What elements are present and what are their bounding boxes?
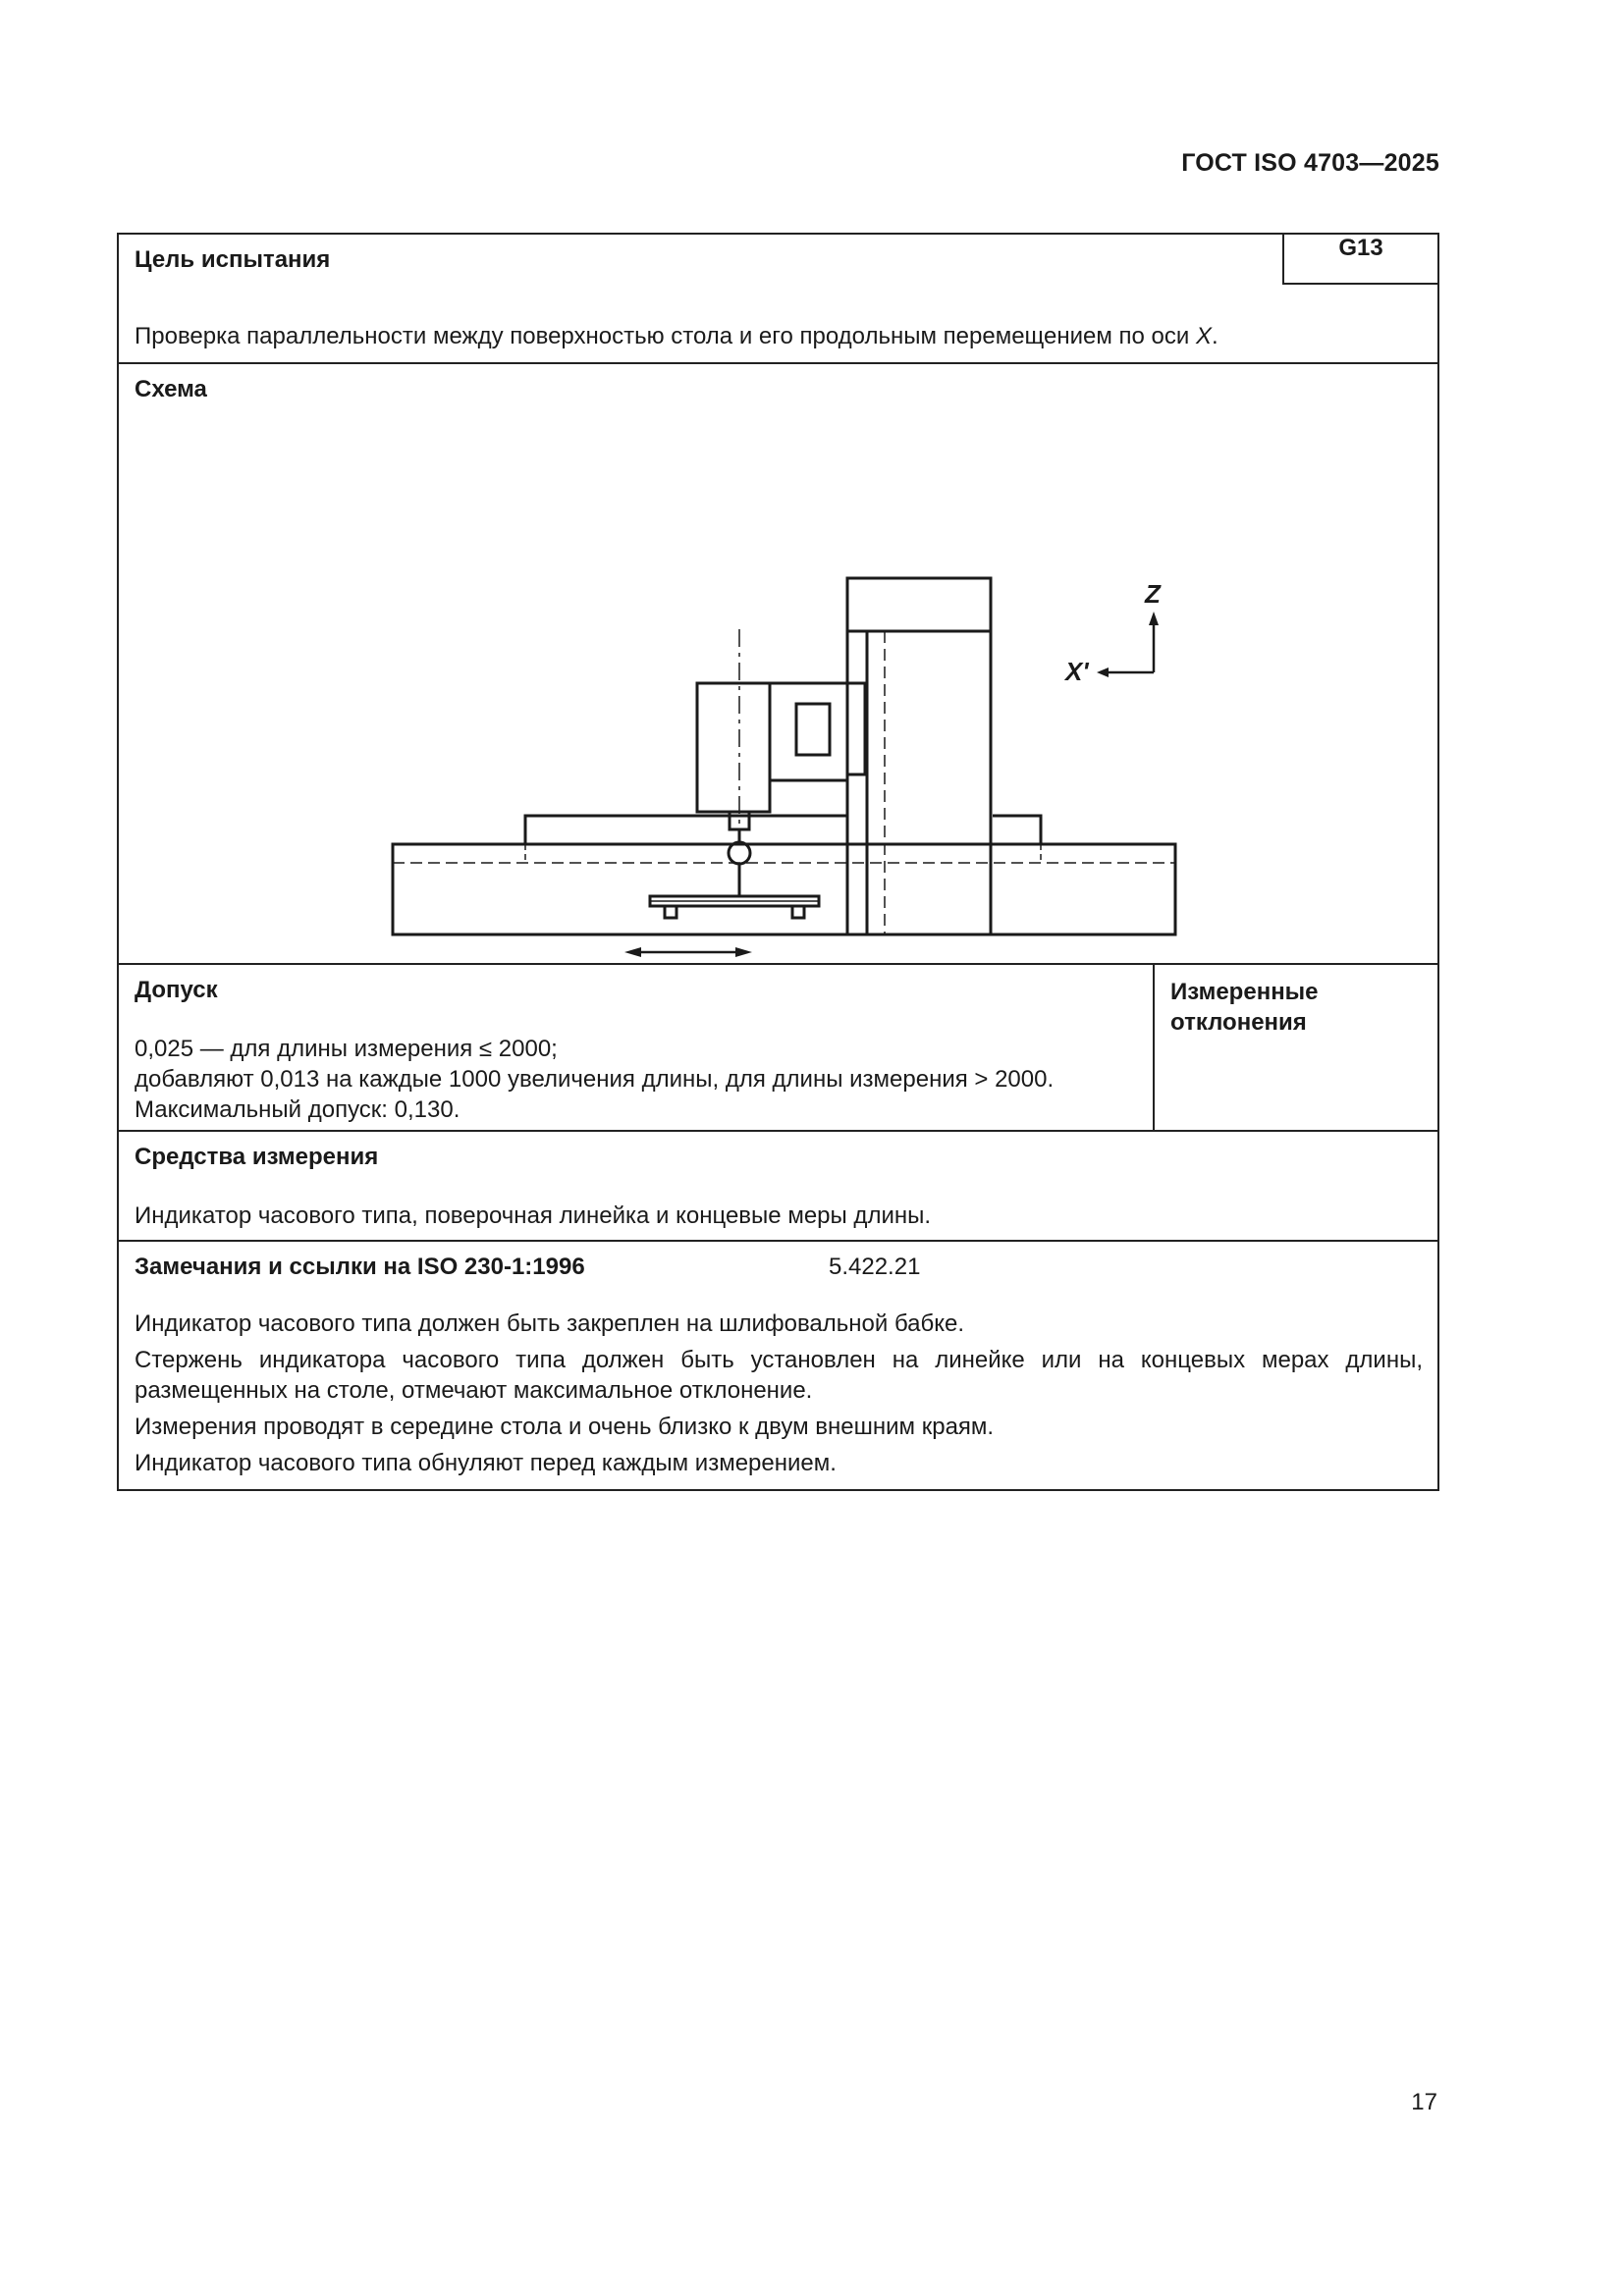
measured-label-line: отклонения bbox=[1170, 1009, 1307, 1036]
objective-row bbox=[119, 235, 1437, 362]
machine-diagram bbox=[119, 364, 1437, 963]
instruments-label: Средства измерения bbox=[135, 1144, 379, 1170]
axis-x-label: X' bbox=[1065, 657, 1089, 686]
remark-paragraph: Индикатор часового типа обнуляют перед каждым измерением. bbox=[135, 1450, 837, 1476]
tolerance-line: 0,025 — для длины измерения ≤ 2000; bbox=[135, 1036, 558, 1062]
table-saddle bbox=[525, 816, 847, 844]
machine-bed bbox=[393, 844, 1175, 934]
objective-text-end: . bbox=[1212, 323, 1218, 349]
objective-axis: X bbox=[1195, 323, 1212, 349]
table-movement-arrow bbox=[624, 947, 752, 957]
slide-dovetail bbox=[796, 704, 830, 755]
tolerance-line: Максимальный допуск: 0,130. bbox=[135, 1096, 460, 1123]
tolerance-line: добавляют 0,013 на каждые 1000 увеличения длины, для длины измерения > 2000. bbox=[135, 1066, 1055, 1093]
remarks-row bbox=[119, 1240, 1437, 1489]
objective-label: Цель испытания bbox=[135, 246, 331, 273]
objective-text bbox=[135, 321, 1218, 351]
measured-deviations-label bbox=[1170, 977, 1319, 1038]
x-axis-arrow bbox=[1097, 667, 1109, 677]
tolerance-label: Допуск bbox=[135, 977, 218, 1003]
head-slide bbox=[770, 683, 847, 780]
grinding-head bbox=[697, 683, 770, 812]
page-number: 17 bbox=[1411, 2089, 1437, 2115]
remark-paragraph: Индикатор часового типа должен быть закреплен на шлифовальной бабке. bbox=[135, 1310, 965, 1337]
iso-reference: 5.422.21 bbox=[829, 1254, 921, 1280]
measured-deviations-cell bbox=[1153, 965, 1437, 1130]
scheme-label: Схема bbox=[135, 376, 207, 402]
axis-z-label: Z bbox=[1145, 579, 1161, 609]
measured-label-line: Измеренные bbox=[1170, 979, 1319, 1005]
remark-paragraph: Стержень индикатора часового типа должен быть установлен на линейке или на концевых мерах длины, размещенных на столе, отмечают максимальное отклонение. bbox=[135, 1347, 1423, 1404]
instruments-text: Индикатор часового типа, поверочная линейка и концевые меры длины. bbox=[135, 1202, 932, 1229]
objective-text-main: Проверка параллельности между поверхностью стола и его продольным перемещением по оси bbox=[135, 323, 1196, 349]
document-header: ГОСТ ISO 4703—2025 bbox=[1181, 149, 1439, 177]
tolerance-row bbox=[119, 963, 1437, 1130]
tolerance-text bbox=[135, 1034, 1054, 1125]
remarks-list bbox=[135, 1308, 1423, 1484]
saddle-right-part bbox=[993, 816, 1041, 844]
test-code: G13 bbox=[1282, 235, 1437, 285]
scheme-row bbox=[119, 362, 1437, 963]
z-axis-arrow bbox=[1149, 612, 1159, 625]
test-spec-table bbox=[117, 233, 1439, 1491]
instruments-row bbox=[119, 1130, 1437, 1240]
remarks-label: Замечания и ссылки на ISO 230-1:1996 bbox=[135, 1254, 585, 1280]
remark-paragraph: Измерения проводят в середине стола и очень близко к двум внешним краям. bbox=[135, 1414, 995, 1440]
